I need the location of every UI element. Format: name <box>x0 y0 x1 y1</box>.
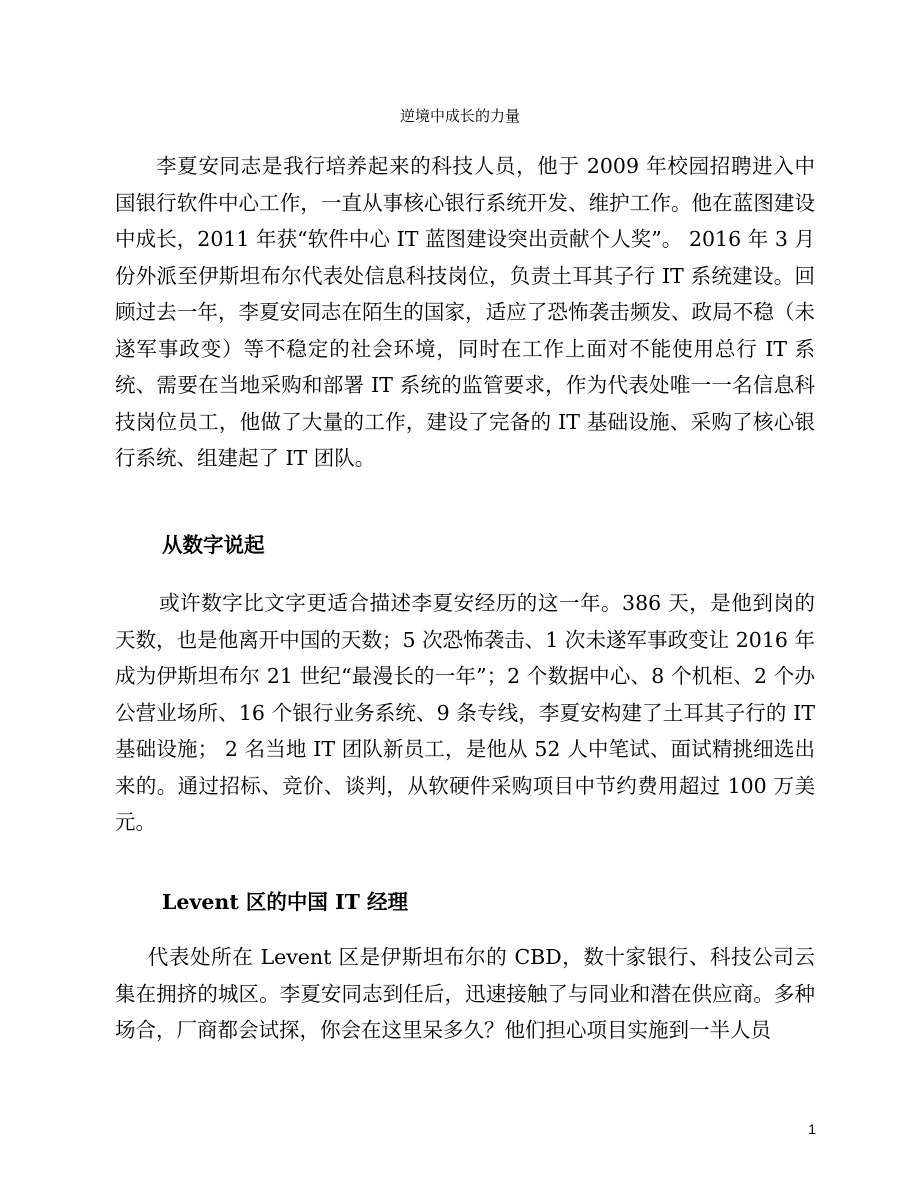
document-title: 逆境中成长的力量 <box>399 107 520 125</box>
paragraph-intro: 李夏安同志是我行培养起来的科技人员，他于 2009 年校园招聘进入中国银行软件中心工作，一直从事核心银行系统开发、维护工作。他在蓝图建设中成长，2011 年获“软件中心 IT 蓝图建设突出贡献个人奖”。 2016 年 3 月份外派至伊斯坦布尔代表处信息科技岗位，负责土耳其子行 IT 系统建设。回顾过去一年，李夏安同志在陌生的国家，适应了恐怖袭击频发、政局不稳（未遂军事政变）等不稳定的社会环境，同时在工作上面对不能使用总行 IT 系统、需要在当地采购和部署 IT 系统的监管要求，作为代表处唯一一名信息科技岗位员工，他做了大量的工作，建设了完备的 IT 基础设施、采购了核心银行系统、组建起了 IT 团队。 <box>115 154 815 470</box>
section-heading-numbers: 从数字说起 <box>162 533 265 557</box>
paragraph-numbers: 或许数字比文字更适合描述李夏安经历的这一年。386 天，是他到岗的天数，也是他离开中国的天数；5 次恐怖袭击、1 次未遂军事政变让 2016 年成为伊斯坦布尔 21 世纪“最漫长的一年”；2 个数据中心、8 个机柜、2 个办公营业场所、16 个银行业务系统、9 条专线，李夏安构建了土耳其子行的 IT 基础设施； 2 名当地 IT 团队新员工，是他从 52 人中笔试、面试精挑细选出来的。通过招标、竞价、谈判，从软硬件采购项目中节约费用超过 100 万美元。 <box>115 591 815 834</box>
paragraph-levent: 代表处所在 Levent 区是伊斯坦布尔的 CBD，数十家银行、科技公司云集在拥挤的城区。李夏安同志到任后，迅速接触了与同业和潜在供应商。多种场合，厂商都会试探，你会在这里呆多久？他们担心项目实施到一半人员 <box>115 945 815 1042</box>
section-heading-levent: Levent 区的中国 IT 经理 <box>162 890 409 914</box>
page-number: 1 <box>808 1121 816 1137</box>
